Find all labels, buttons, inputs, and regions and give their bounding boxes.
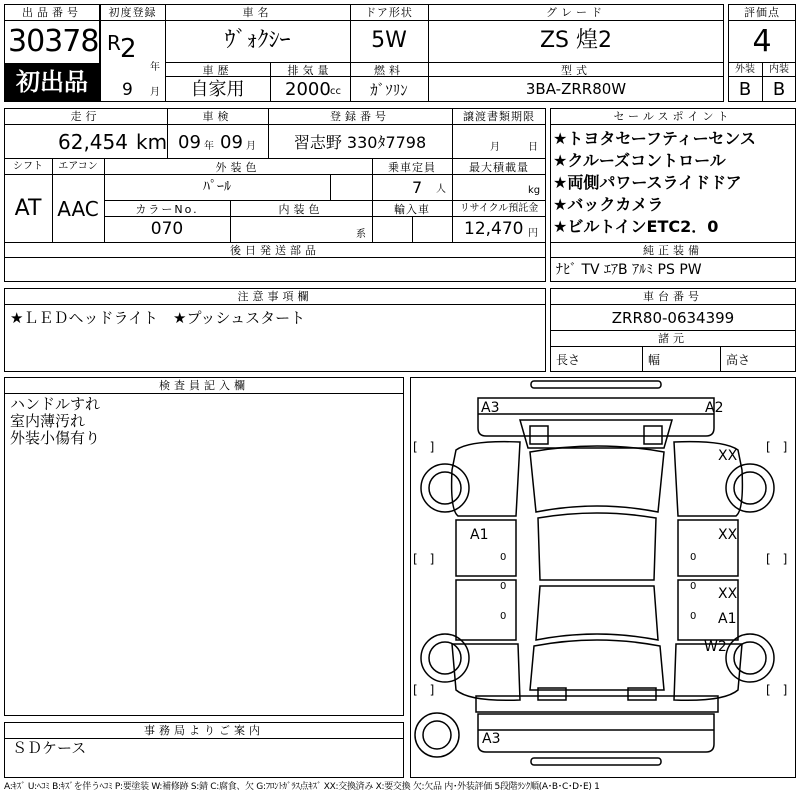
ext-color-label: 外装色 [215, 161, 261, 174]
reg-label: 初度登録 [108, 6, 157, 19]
mileage-label: 走行 [70, 110, 101, 123]
notes: ★ＬＥＤヘッドライト ★プッシュスタート [10, 309, 306, 327]
ext-grade: B [738, 79, 752, 100]
ac: AAC [57, 197, 99, 221]
diagram-zero-4: 0 [690, 611, 697, 622]
sales-point-1: ★トヨタセーフティーセンス [553, 129, 756, 148]
displacement-label: 排気量 [287, 64, 333, 77]
int-grade: B [772, 79, 786, 100]
ac-label: エアコン [58, 161, 98, 172]
damage-mark-right-rear-door: XX [718, 586, 738, 602]
capacity-label: 乗車定員 [388, 161, 436, 174]
reg-month: 9 [122, 80, 133, 100]
damage-mark-right-fender: XX [718, 448, 738, 464]
model-label: 型式 [561, 64, 591, 77]
load-label: 最大積載量 [469, 161, 529, 174]
equipment: ﾅﾋﾞ TV ｴｱB ｱﾙﾐ PS PW [556, 262, 702, 278]
length-label: 長さ [556, 353, 581, 367]
first-listing-label: 初出品 [16, 68, 88, 96]
sales-point-3: ★両側パワースライドドア [553, 173, 742, 192]
ext-color: ﾊﾟｰﾙ [203, 179, 231, 195]
color-no: 070 [150, 219, 184, 239]
damage-mark-right-quarter: W2 [704, 639, 727, 655]
score-label: 評価点 [744, 6, 780, 19]
inspection-month-unit: 月 [246, 141, 256, 152]
sales-points-label: セールスポイント [613, 110, 733, 123]
ext-grade-label: 外装 [735, 64, 755, 75]
recycle-unit: 円 [528, 228, 538, 239]
equipment-label: 純正装備 [643, 244, 703, 257]
load-unit: kg [528, 185, 541, 196]
transfer-label: 譲渡書類期限 [463, 110, 535, 123]
int-color-unit: 系 [356, 229, 366, 240]
color-no-label: カラーNo. [135, 203, 199, 216]
transfer-month-unit: 月 [490, 142, 500, 153]
reg-year-unit: 年 [150, 62, 160, 73]
int-grade-label: 内装 [769, 64, 789, 75]
fuel: ｶﾞｿﾘﾝ [370, 81, 408, 99]
chassis-label: 車台番号 [643, 290, 703, 303]
capacity-unit: 人 [436, 184, 446, 195]
mileage: 62,454 [58, 130, 128, 154]
diagram-bracket-3: [ ] [413, 552, 435, 566]
displacement-unit: cc [330, 86, 341, 97]
office-note: ＳＤケース [12, 739, 87, 757]
inspector-line-1: ハンドルすれ [10, 395, 101, 413]
grade: ZS 煌2 [539, 28, 613, 53]
model: 3BA-ZRR80W [525, 80, 627, 98]
diagram-zero-5: 0 [500, 581, 507, 592]
fuel-label: 燃料 [374, 64, 404, 77]
damage-mark-right-rear-panel: A1 [718, 611, 737, 627]
diagram-zero-1: 0 [500, 552, 507, 563]
lot-number: 30378 [8, 24, 99, 59]
damage-mark-front-right: A2 [705, 400, 724, 416]
shift: AT [14, 196, 42, 221]
plate-label: 登録番号 [330, 110, 390, 123]
reg-year: 2 [120, 34, 137, 64]
damage-mark-right-front-door: XX [718, 527, 738, 543]
diagram-zero-6: 0 [690, 581, 697, 592]
office-label: 事務局よりご案内 [144, 724, 264, 737]
damage-mark-rear-bumper: A3 [482, 731, 501, 747]
history-label: 車歴 [202, 64, 233, 77]
transfer-day-unit: 日 [528, 142, 538, 153]
import-label: 輸入車 [394, 203, 430, 216]
inspection-year-unit: 年 [204, 141, 214, 152]
height-label: 高さ [726, 353, 751, 367]
shift-label: シフト [13, 161, 43, 172]
notes-label: 注意事項欄 [237, 290, 313, 303]
inspector-line-3: 外装小傷有り [10, 429, 101, 447]
capacity: 7 [412, 178, 423, 197]
chassis-number: ZRR80-0634399 [611, 309, 735, 327]
recycle-label: リサイクル預託金 [459, 203, 539, 214]
reg-era: R [107, 31, 121, 55]
displacement: 2000 [285, 79, 331, 100]
door-label: ドア形状 [365, 6, 413, 19]
diagram-zero-2: 0 [690, 552, 697, 563]
car-name: ｳﾞｫｸｼｰ [224, 28, 291, 53]
inspector-line-2: 室内薄汚れ [10, 412, 86, 430]
history: 自家用 [190, 79, 245, 100]
spec-label: 諸元 [658, 332, 688, 345]
sales-point-5: ★ビルトインETC2．0 [553, 217, 719, 236]
mileage-unit: km [136, 130, 168, 154]
plate: 習志野 330ﾀ7798 [293, 133, 427, 152]
reg-month-unit: 月 [150, 87, 160, 98]
damage-mark-left-door: A1 [470, 527, 489, 543]
recycle: 12,470 [464, 219, 524, 239]
diagram-bracket-2: [ ] [766, 440, 788, 454]
lot-label: 出品番号 [22, 6, 82, 19]
diagram-bracket-5: [ ] [413, 683, 435, 697]
diagram-bracket-4: [ ] [766, 552, 788, 566]
inspection-year: 09 [178, 132, 201, 153]
grade-label: グレード [546, 6, 606, 19]
inspection-label: 車検 [202, 110, 233, 123]
diagram-bracket-6: [ ] [766, 683, 788, 697]
car-name-label: 車名 [242, 6, 273, 19]
score: 4 [752, 24, 772, 59]
diagram-bracket-1: [ ] [413, 440, 435, 454]
inspector-label: 検査員記入欄 [159, 379, 249, 392]
width-label: 幅 [648, 353, 661, 367]
diagram-zero-3: 0 [500, 611, 507, 622]
damage-legend: A:ｷｽﾞ U:ﾍｺﾐ B:ｷｽﾞを伴うﾍｺﾐ P:要塗装 W:補修跡 S:錆 C:腐食、欠 G:ﾌﾛﾝﾄｶﾞﾗｽ点ｷｽﾞ XX:交換済み X:要交換 欠:欠品 内･外装評価 5段階ﾗﾝｸ順(A･B･C･D･E) 1 [4, 782, 600, 792]
sales-point-2: ★クルーズコントロール [553, 151, 726, 170]
int-color-label: 内装色 [278, 203, 324, 216]
door-type: 5W [371, 28, 407, 53]
sales-point-4: ★バックカメラ [553, 195, 664, 214]
later-parts-label: 後日発送部品 [230, 244, 320, 257]
inspection-month: 09 [220, 132, 243, 153]
damage-mark-front-left: A3 [481, 400, 500, 416]
